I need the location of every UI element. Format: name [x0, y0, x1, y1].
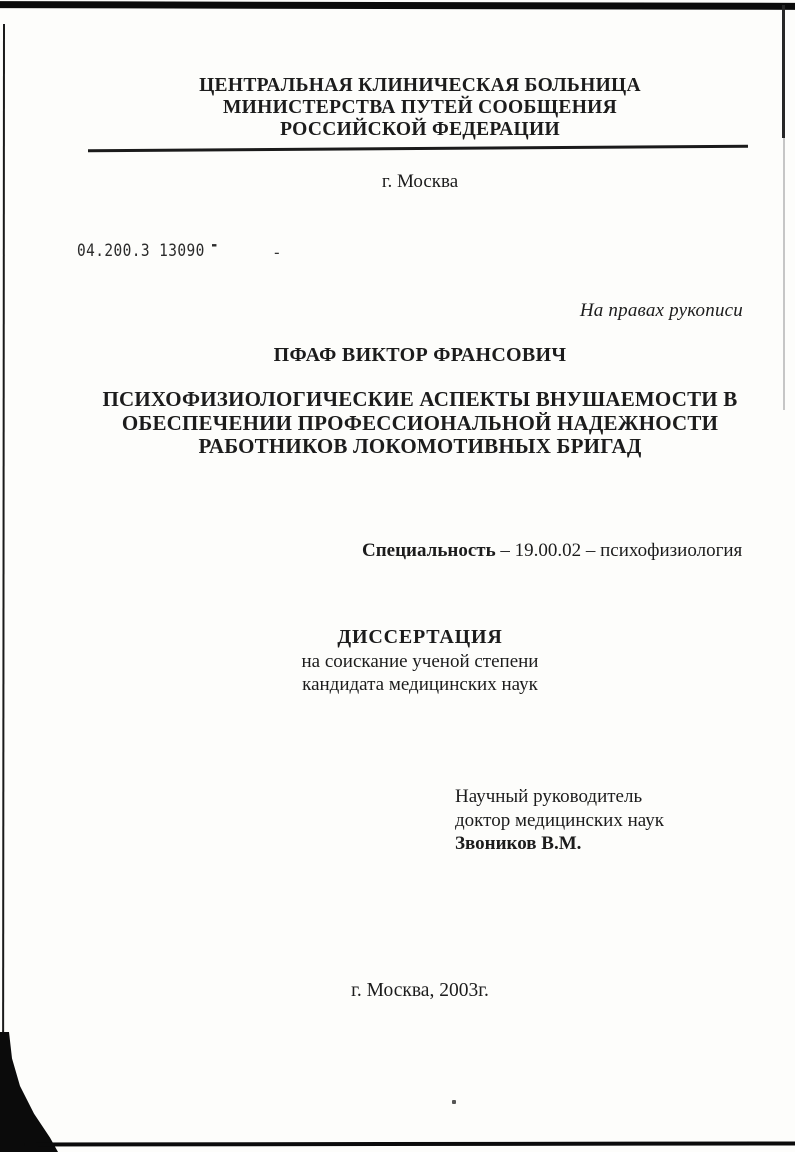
degree-line-1: на соискание ученой степени	[301, 651, 539, 672]
scan-edge-top	[0, 1, 795, 10]
scan-smudge-bottom-left	[0, 1032, 58, 1152]
supervisor-block	[455, 785, 664, 856]
scan-edge-left	[2, 24, 5, 1152]
stray-pen-mark: -	[272, 243, 282, 262]
speciality-line	[362, 540, 742, 562]
manuscript-rights-note: На правах рукописи	[579, 300, 743, 321]
scan-edge-right	[782, 5, 785, 138]
header-rule-line	[88, 145, 748, 153]
organization-line-2: МИНИСТЕРСТВА ПУТЕЙ СООБЩЕНИЯ	[222, 97, 618, 118]
dissertation-title-line-1: ПСИХОФИЗИОЛОГИЧЕСКИЕ АСПЕКТЫ ВНУШАЕМОСТИ В	[102, 387, 738, 411]
footer-city-year: г. Москва, 2003г.	[351, 980, 489, 1001]
organization-header	[90, 75, 750, 141]
author-name: ПФАФ ВИКТОР ФРАНСОВИЧ	[273, 344, 567, 366]
scan-edge-right-fade	[783, 138, 785, 410]
organization-line-1: ЦЕНТРАЛЬНАЯ КЛИНИЧЕСКАЯ БОЛЬНИЦА	[199, 75, 641, 96]
scan-edge-bottom	[25, 1141, 795, 1146]
dissertation-title-line-3: РАБОТНИКОВ ЛОКОМОТИВНЫХ БРИГАД	[198, 434, 642, 458]
speciality-label: Специальность	[362, 540, 496, 561]
dissertation-heading: ДИССЕРТАЦИЯ	[337, 626, 503, 648]
dissertation-title-line-2: ОБЕСПЕЧЕНИИ ПРОФЕССИОНАЛЬНОЙ НАДЕЖНОСТИ	[121, 410, 719, 435]
supervisor-degree-line: доктор медицинских наук	[455, 809, 664, 831]
inventory-stamp-sup-mark: -	[209, 235, 219, 255]
city-label: г. Москва	[381, 171, 459, 192]
organization-line-3: РОССИЙСКОЙ ФЕДЕРАЦИИ	[280, 119, 560, 140]
ink-dot-artifact	[452, 1100, 456, 1104]
supervisor-role-line: Научный руководитель	[455, 786, 643, 807]
dissertation-title	[80, 388, 760, 459]
inventory-stamp-number: 04.200.3 13090	[77, 241, 205, 261]
inventory-stamp	[77, 235, 219, 261]
supervisor-name: Звоников В.М.	[455, 833, 582, 854]
speciality-value: – 19.00.02 – психофизиология	[495, 540, 743, 561]
degree-line-2: кандидата медицинских наук	[302, 674, 538, 695]
